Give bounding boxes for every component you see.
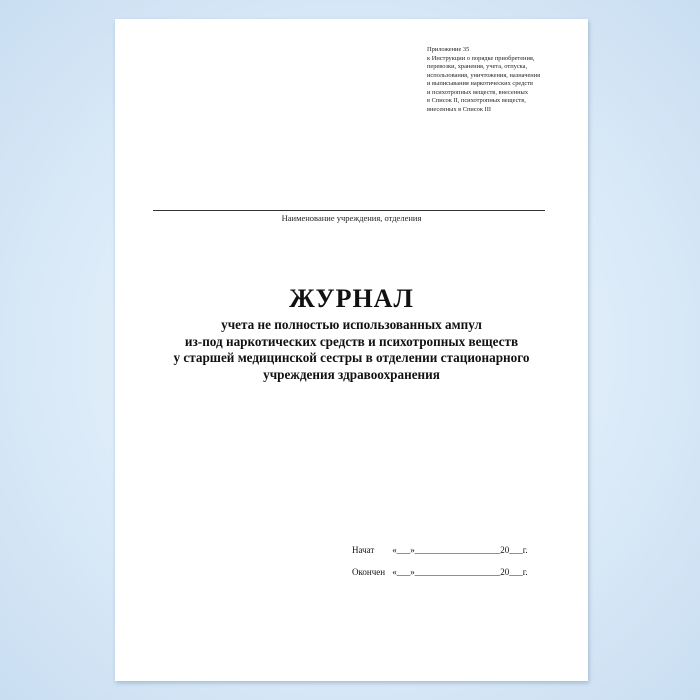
appendix-line: и выписывания наркотических средств (427, 80, 534, 87)
organization-name-line (153, 210, 545, 211)
end-date-line (352, 567, 528, 577)
start-date-field: «___»___________________20___г. (392, 545, 528, 555)
subtitle-line: учета не полностью использованных ампул (221, 317, 482, 332)
document-title: ЖУРНАЛ (289, 284, 414, 313)
start-date-line (352, 545, 528, 555)
appendix-line: Приложение 35 (427, 46, 470, 53)
appendix-line: в Список II, психотропных веществ, (427, 97, 526, 104)
appendix-line: внесенных в Список III (427, 105, 491, 113)
journal-cover-page (115, 19, 588, 681)
subtitle-line: из-под наркотических средств и психотропных веществ (184, 333, 519, 349)
subtitle-line: у старшей медицинской сестры в отделении стационарного (173, 350, 530, 365)
end-date-field: «___»___________________20___г. (392, 567, 528, 577)
appendix-line: и психотропных веществ, внесенных (427, 88, 529, 96)
appendix-line: использования, уничтожения, назначения (427, 71, 541, 79)
organization-caption: Наименование учреждения, отделения (281, 213, 422, 223)
end-date-label: Окончен (352, 567, 386, 577)
subtitle-line: учреждения здравоохранения (263, 366, 440, 382)
document-subtitle (115, 317, 588, 383)
appendix-line: к Инструкции о порядке приобретения, (427, 54, 535, 62)
start-date-label: Начат (352, 545, 375, 555)
appendix-line: перевозки, хранения, учета, отпуска, (427, 63, 528, 70)
appendix-note (427, 46, 577, 114)
